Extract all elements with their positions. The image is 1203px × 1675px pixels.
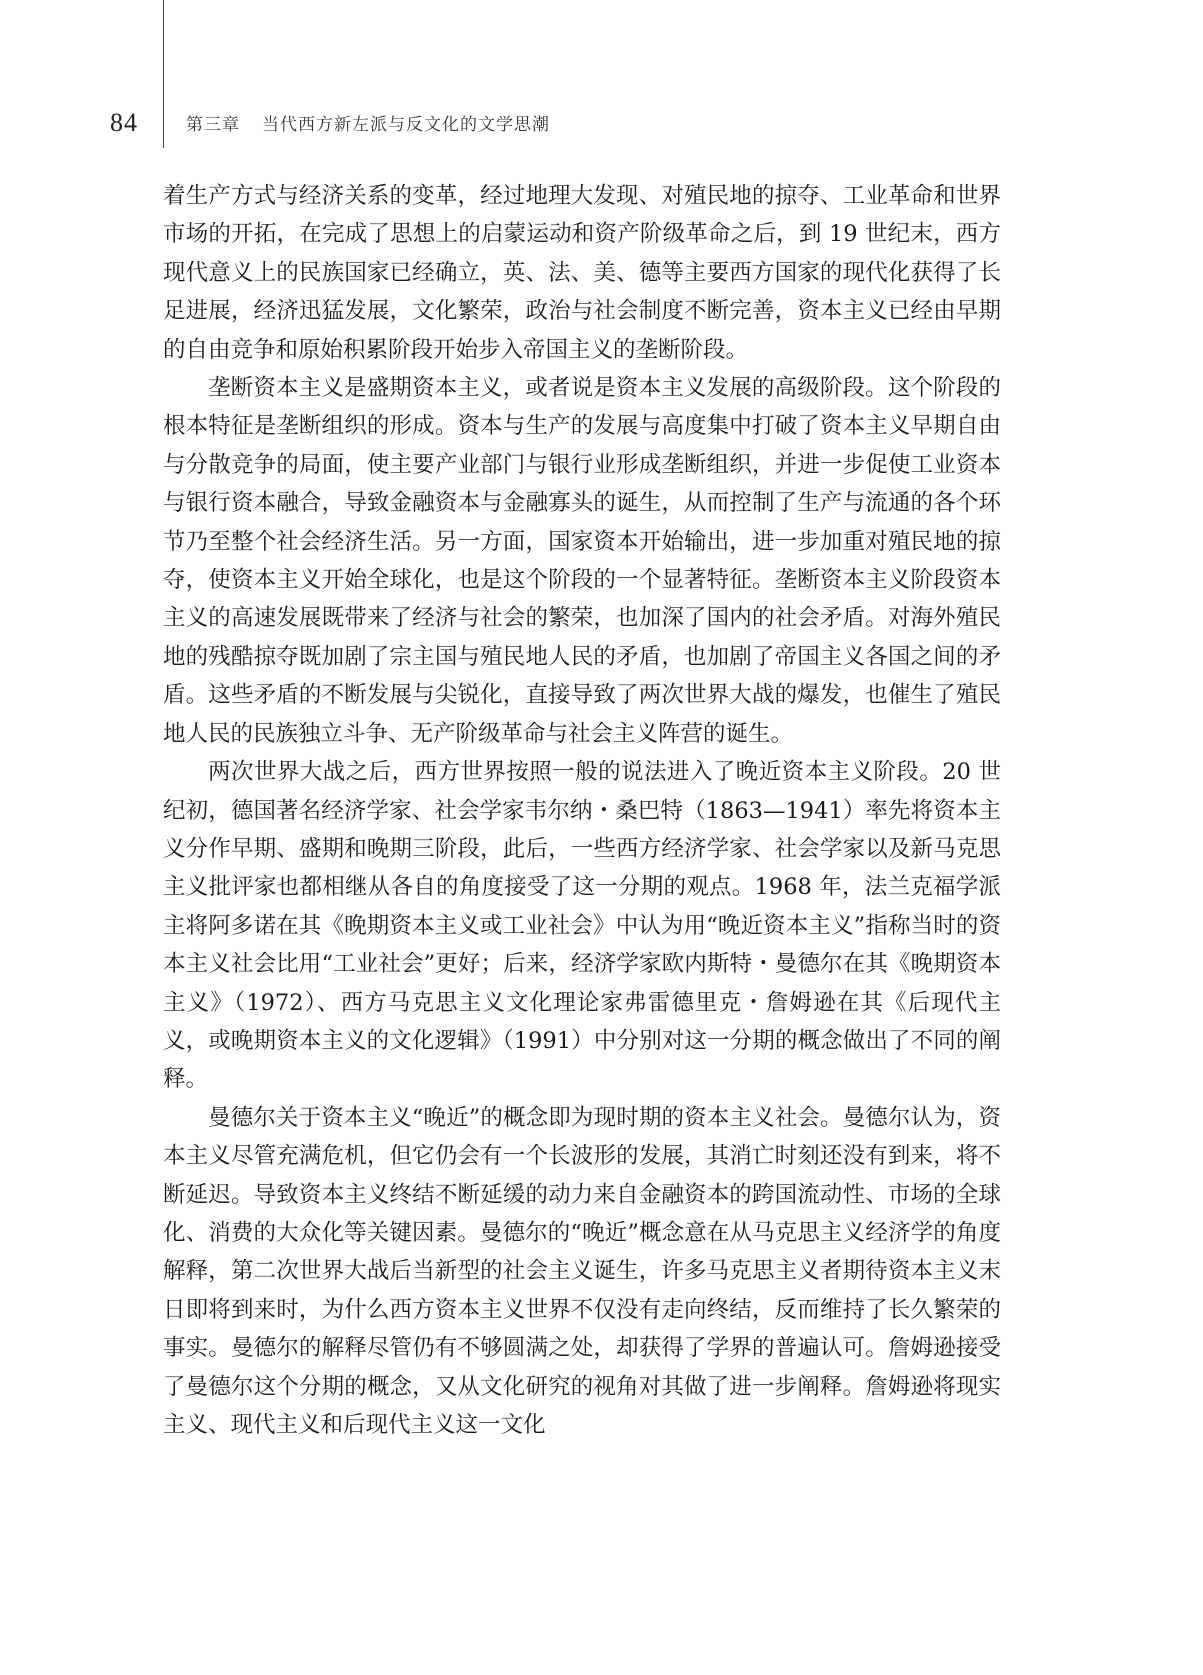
chapter-title: 当代西方新左派与反文化的文学思潮 [262, 115, 550, 135]
header-vertical-rule [163, 0, 164, 148]
body-text [163, 177, 1001, 1444]
page-number: 84 [110, 108, 138, 137]
paragraph-4: 曼德尔关于资本主义“晚近”的概念即为现时期的资本主义社会。曼德尔认为，资本主义尽管充满危机，但它仍会有一个长波形的发展，其消亡时刻还没有到来，将不断延迟。导致资本主义终结不断延缓的动力来自金融资本的跨国流动性、市场的全球化、消费的大众化等关键因素。曼德尔的“晚近”概念意在从马克思主义经济学的角度解释，第二次世界大战后当新型的社会主义诞生，许多马克思主义者期待资本主义末日即将到来时，为什么西方资本主义世界不仅没有走向终结，反而维持了长久繁荣的事实。曼德尔的解释尽管仍有不够圆满之处，却获得了学界的普遍认可。詹姆逊接受了曼德尔这个分期的概念，又从文化研究的视角对其做了进一步阐释。詹姆逊将现实主义、现代主义和后现代主义这一文化 [163, 1104, 1001, 1438]
paragraph-3: 两次世界大战之后，西方世界按照一般的说法进入了晚近资本主义阶段。20 世纪初，德国著名经济学家、社会学家韦尔纳・桑巴特（1863—1941）率先将资本主义分作早期、盛期和晚期三阶段，此后，一些西方经济学家、社会学家以及新马克思主义批评家也都相继从各自的角度接受了这一分期的观点。1968 年，法兰克福学派主将阿多诺在其《晚期资本主义或工业社会》中认为用“晚近资本主义”指称当时的资本主义社会比用“工业社会”更好；后来，经济学家欧内斯特・曼德尔在其《晚期资本主义》（1972）、西方马克思主义文化理论家弗雷德里克・詹姆逊在其《后现代主义，或晚期资本主义的文化逻辑》（1991）中分别对这一分期的概念做出了不同的阐释。 [163, 759, 1001, 1093]
paragraph-2: 垄断资本主义是盛期资本主义，或者说是资本主义发展的高级阶段。这个阶段的根本特征是垄断组织的形成。资本与生产的发展与高度集中打破了资本主义早期自由与分散竞争的局面，使主要产业部门与银行业形成垄断组织，并进一步促使工业资本与银行资本融合，导致金融资本与金融寡头的诞生，从而控制了生产与流通的各个环节乃至整个社会经济生活。另一方面，国家资本开始输出，进一步加重对殖民地的掠夺，使资本主义开始全球化，也是这个阶段的一个显著特征。垄断资本主义阶段资本主义的高速发展既带来了经济与社会的繁荣，也加深了国内的社会矛盾。对海外殖民地的残酷掠夺既加剧了宗主国与殖民地人民的矛盾，也加剧了帝国主义各国之间的矛盾。这些矛盾的不断发展与尖锐化，直接导致了两次世界大战的爆发，也催生了殖民地人民的民族独立斗争、无产阶级革命与社会主义阵营的诞生。 [163, 375, 1001, 747]
running-head [186, 114, 550, 136]
chapter-label: 第三章 [186, 115, 240, 135]
paragraph-1: 着生产方式与经济关系的变革，经过地理大发现、对殖民地的掠夺、工业革命和世界市场的开拓，在完成了思想上的启蒙运动和资产阶级革命之后，到 19 世纪末，西方现代意义上的民族国家已经确立，英、法、美、德等主要西方国家的现代化获得了长足进展，经济迅猛发展，文化繁荣，政治与社会制度不断完善，资本主义已经由早期的自由竞争和原始积累阶段开始步入帝国主义的垄断阶段。 [163, 183, 1001, 363]
